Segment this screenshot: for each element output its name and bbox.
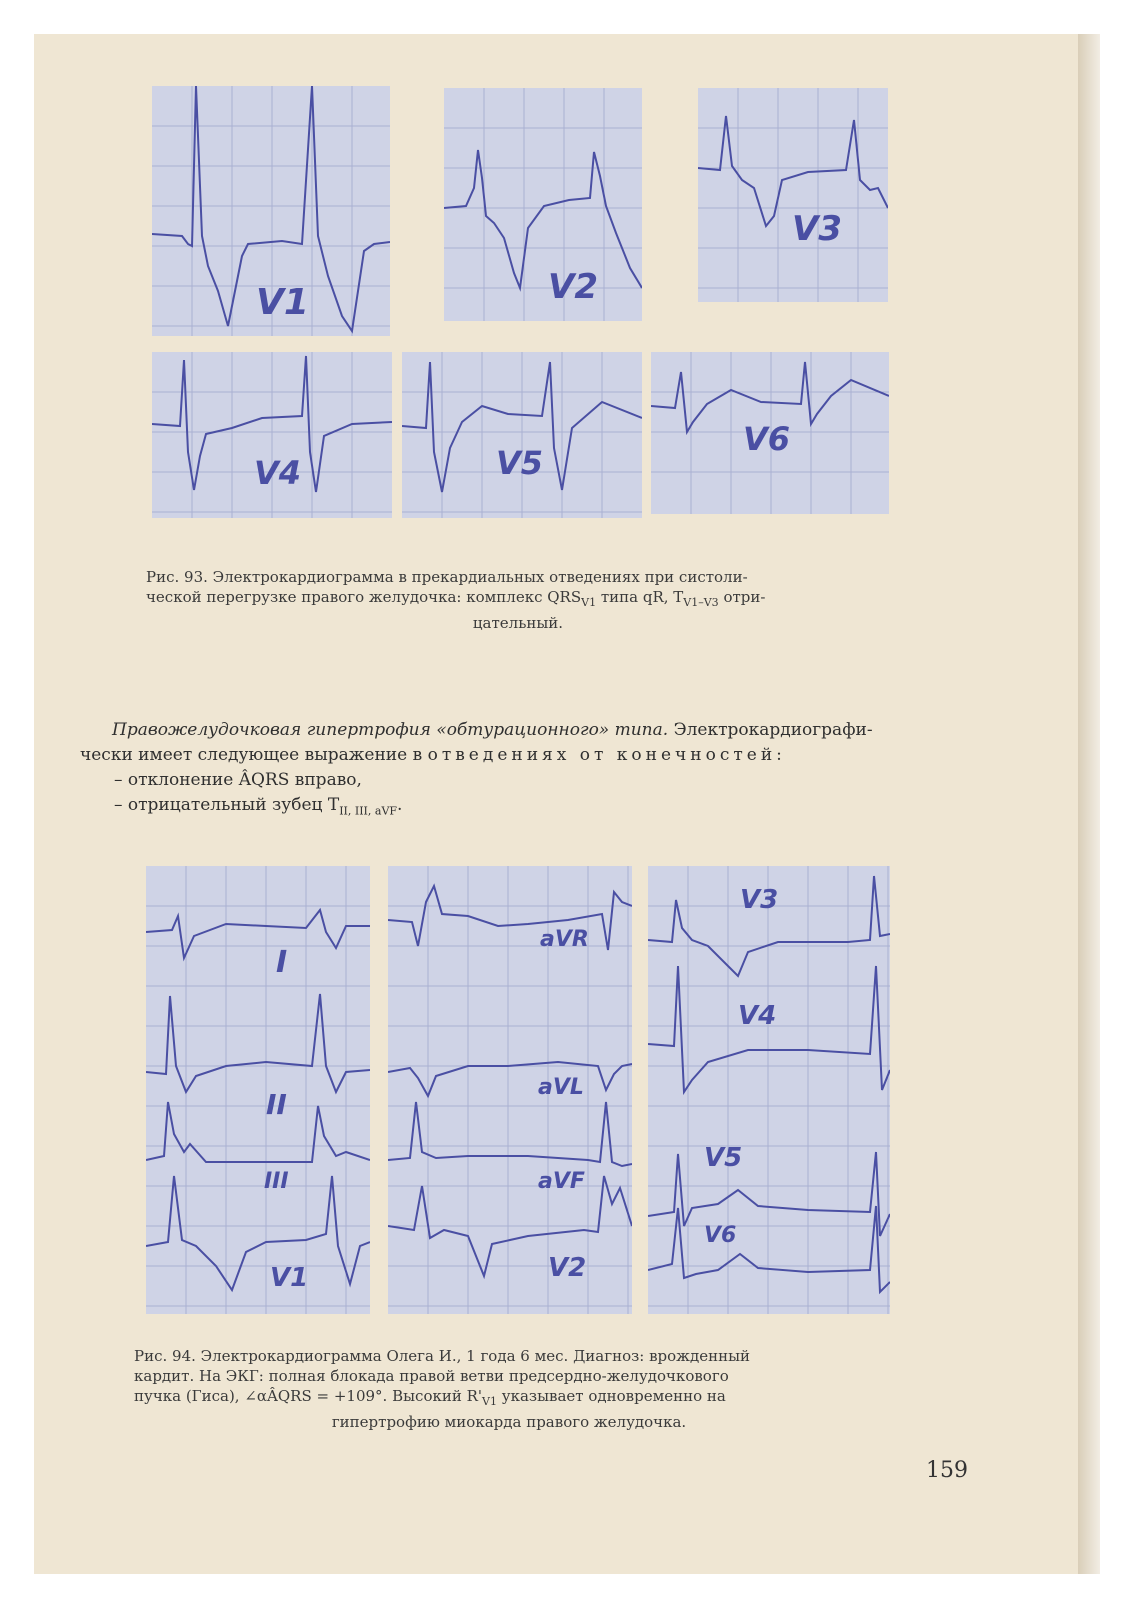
figure-93-caption xyxy=(146,567,890,633)
lead-label-aVL: aVL xyxy=(538,1075,584,1100)
lead-label-v3-lower: V3 xyxy=(740,885,779,915)
lead-label-aVR: aVR xyxy=(540,927,589,952)
caption-93-line1: Рис. 93. Электрокардиограмма в прекардиальных отведениях при систоли- xyxy=(146,568,748,586)
lead-label-v3: V3 xyxy=(792,209,842,249)
body-line2: чески имеет следующее выражение в отведениях от конечностей: xyxy=(80,745,786,765)
caption-94-line1: Рис. 94. Электрокардиограмма Олега И., 1 года 6 мес. Диагноз: врожденный xyxy=(134,1347,751,1365)
caption-94-line2: кардит. На ЭКГ: полная блокада правой ветви предсердно-желудочкового xyxy=(134,1367,729,1385)
figure-94-caption xyxy=(134,1346,884,1432)
lead-label-v4-lower: V4 xyxy=(738,1001,777,1031)
caption-93-line2: ческой перегрузке правого желудочка: комплекс $QRS_{V1}$ типа qR, $T_{V1-V3}$ отри- xyxy=(146,588,766,609)
caption-93-line3: цательный. xyxy=(472,614,564,632)
ecg-strip-v2 xyxy=(444,88,642,321)
lead-label-v6-lower: V6 xyxy=(704,1223,737,1248)
body-paragraph xyxy=(80,718,976,823)
section-title: Правожелудочковая гипертрофия «обтурационного» типа. xyxy=(112,720,669,740)
ecg-panel-limb-2 xyxy=(388,866,632,1314)
caption-94-line3: пучка (Гиса), ∠αÂQRS = +109°. Высокий $R'_{V1}$ указывает одновременно на xyxy=(134,1387,726,1408)
ecg-strip-v5 xyxy=(402,352,642,518)
page-number: 159 xyxy=(926,1458,968,1483)
lead-label-v6: V6 xyxy=(743,420,791,458)
lead-label-II: II xyxy=(266,1088,287,1121)
body-line1: Правожелудочковая гипертрофия «обтурационного» типа. Электрокардиографи- xyxy=(112,720,873,740)
caption-94-line4: гипертрофию миокарда правого желудочка. xyxy=(331,1413,687,1431)
ecg-strip-v6 xyxy=(651,352,889,514)
ecg-strip-v3 xyxy=(698,88,888,302)
ecg-panel-limb-1 xyxy=(146,866,370,1314)
lead-label-v2-lower: V2 xyxy=(548,1253,587,1283)
ecg-panel-chest xyxy=(648,866,890,1314)
lead-label-v5: V5 xyxy=(496,444,544,482)
lead-label-v2: V2 xyxy=(548,267,598,307)
lead-label-I: I xyxy=(276,945,288,980)
ecg-strip-v4 xyxy=(152,352,392,518)
ecg-strip-v1 xyxy=(152,86,390,336)
lead-label-v4: V4 xyxy=(254,454,302,492)
page-edge-shadow xyxy=(1078,34,1100,1574)
list-item-1: – отклонение ÂQRS вправо, xyxy=(114,770,362,790)
lead-label-v5-lower: V5 xyxy=(704,1143,743,1173)
list-item-2: – отрицательный зубец $T_{II, III, aVF}$. xyxy=(114,795,403,818)
lead-label-v1-lower: V1 xyxy=(270,1263,309,1293)
lead-label-aVF: aVF xyxy=(538,1169,585,1194)
lead-label-III: III xyxy=(264,1169,289,1194)
lead-label-v1: V1 xyxy=(256,282,309,323)
